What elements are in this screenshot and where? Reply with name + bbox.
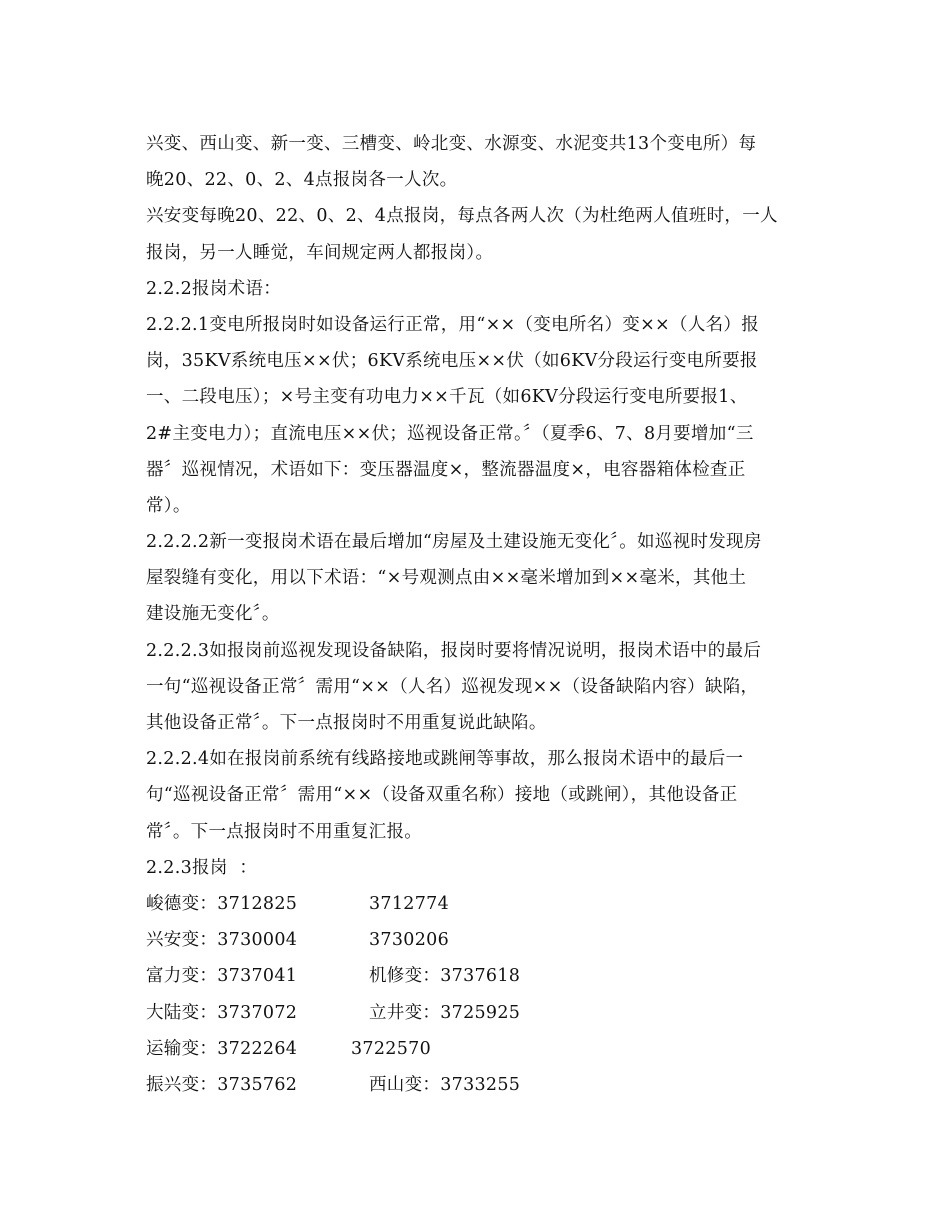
- contact-secondary: 3730206: [369, 930, 450, 951]
- contact-row: [146, 1031, 816, 1067]
- text-line: 2.2.2.2新一变报岗术语在最后增加“房屋及土建设施无变化〞。如巡视时发现房: [146, 532, 762, 553]
- contact-row: [146, 995, 816, 1031]
- contact-secondary: 立井变：3725925: [369, 1002, 521, 1023]
- text-line: 常）。: [146, 495, 191, 516]
- contact-primary: 富力变：3737041: [146, 966, 298, 987]
- contact-primary: 运输变：3722264: [146, 1038, 298, 1059]
- contact-row: [146, 1067, 816, 1103]
- text-line: 2.2.2.3如报岗前巡视发现设备缺陷，报岗时要将情况说明，报岗术语中的最后: [146, 640, 762, 661]
- text-line: 晚20、22、0、2、4点报岗各一人次。: [146, 170, 458, 191]
- text-line: 兴安变每晚20、22、0、2、4点报岗，每点各两人次（为杜绝两人值班时，一人: [146, 206, 778, 227]
- text-line: 常〞。下一点报岗时不用重复汇报。: [146, 821, 423, 842]
- contact-row: [146, 886, 816, 922]
- document-body: [146, 126, 816, 1103]
- contact-primary: 大陆变：3737072: [146, 1002, 298, 1023]
- contact-secondary: 西山变：3733255: [369, 1074, 521, 1095]
- text-line: 其他设备正常〞。下一点报岗时不用重复说此缺陷。: [146, 713, 547, 733]
- text-line: 兴变、西山变、新一变、三槽变、岭北变、水源变、水泥变共13个变电所）每: [146, 134, 757, 154]
- contact-primary: 兴安变：3730004: [146, 930, 298, 951]
- contact-primary: 峻德变：3712825: [146, 893, 298, 914]
- text-line: 器〞巡视情况，术语如下：变压器温度×，整流器温度×，电容器箱体检查正: [146, 459, 746, 480]
- section-heading: 2.2.3报岗 ：: [146, 857, 258, 878]
- text-line: 屋裂缝有变化，用以下术语：“×号观测点由××毫米增加到××毫米，其他土: [146, 568, 747, 589]
- text-line: 句“巡视设备正常〞需用“××（设备双重名称）接地（或跳闸），其他设备正: [146, 785, 738, 806]
- text-line: 报岗，另一人睡觉，车间规定两人都报岗）。: [146, 242, 494, 263]
- contact-secondary: 3712774: [369, 893, 450, 914]
- section-heading: 2.2.2报岗术语：: [146, 278, 282, 299]
- contact-row: [146, 958, 816, 994]
- contact-secondary: 3722570: [351, 1038, 432, 1059]
- contact-row: [146, 922, 816, 958]
- text-line: 一、二段电压）；×号主变有功电力××千瓦（如6KV分段运行变电所要报1、: [146, 387, 748, 408]
- text-line: 岗，35KV系统电压××伏；6KV系统电压××伏（如6KV分段运行变电所要报: [146, 351, 758, 372]
- text-line: 2.2.2.4如在报岗前系统有线路接地或跳闸等事故，那么报岗术语中的最后一: [146, 749, 744, 770]
- text-line: 一句“巡视设备正常〞需用“××（人名）巡视发现××（设备缺陷内容）缺陷，: [146, 676, 759, 697]
- contact-secondary: 机修变：3737618: [369, 966, 521, 987]
- text-line: 建设施无变化〞。: [146, 604, 280, 625]
- contact-primary: 振兴变：3735762: [146, 1074, 298, 1095]
- text-line: 2#主变电力）；直流电压××伏；巡视设备正常。〞（夏季6、7、8月要增加“三: [146, 423, 754, 444]
- text-line: 2.2.2.1变电所报岗时如设备运行正常，用“××（变电所名）变××（人名）报: [146, 314, 760, 335]
